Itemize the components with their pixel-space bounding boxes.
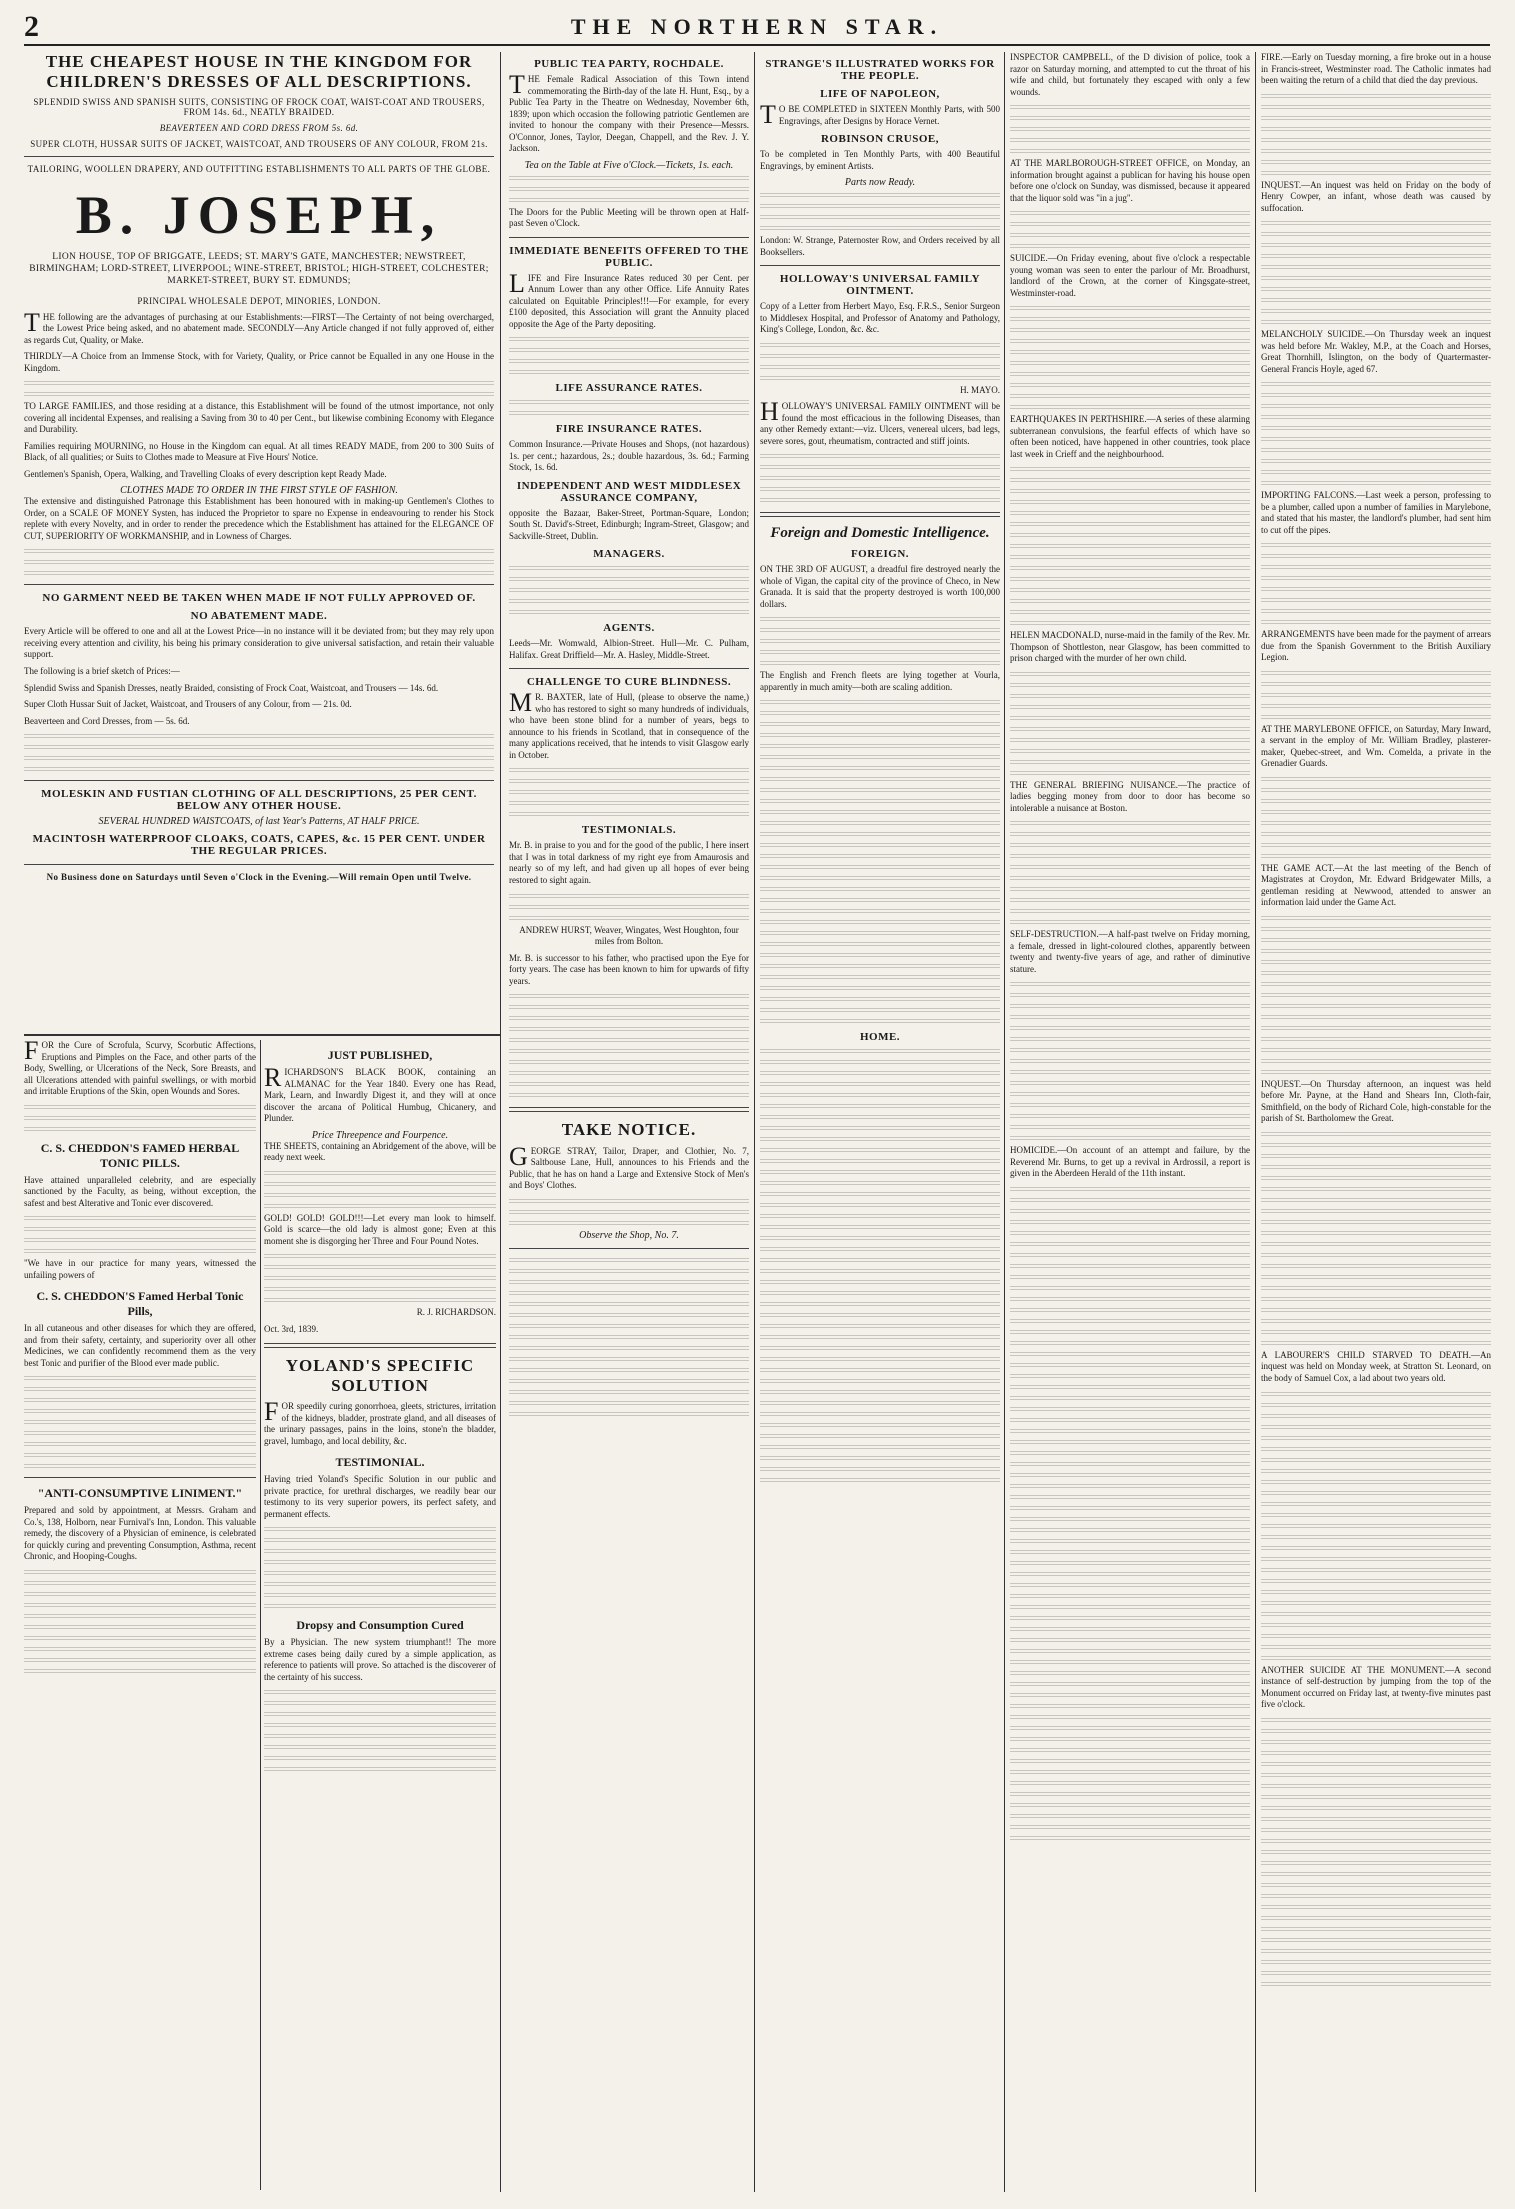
article-paragraph: HOLLOWAY'S UNIVERSAL FAMILY OINTMENT will be found the most efficacious in the following Diseases, than any other Remedy extant:—viz. Ulcers, venereal ulcers, bad legs, severe sores, gout, rheumatism, contracted and stiff joints. xyxy=(760,397,1000,446)
company-heading: INDEPENDENT AND WEST MIDDLESEX ASSURANCE COMPANY, xyxy=(516,479,742,504)
assurance-heading: IMMEDIATE BENEFITS OFFERED TO THE PUBLIC. xyxy=(509,244,749,269)
life-rates-heading: LIFE ASSURANCE RATES. xyxy=(555,382,703,395)
ad-paragraph: By a Physician. The new system triumphant!! The more extreme cases being daily cured by a simple application, as reference to patients will prove. So attached is the discoverer of the certainty of his success. xyxy=(264,1637,496,1682)
news-paragraph: EARTHQUAKES IN PERTHSHIRE.—A series of these alarming subterranean convulsions, the fearful effects of which have so often been noticed, have happened in other countries, took place last week in Crieff and the neighbourhood. xyxy=(1010,414,1250,459)
masthead xyxy=(24,10,1490,46)
news-paragraph: INQUEST.—On Thursday afternoon, an inquest was held before Mr. Payne, at the Hand and Shears Inn, Cloth-fair, Smithfield, on the body of Richard Cole, high-constable for the parish of St. Bartholomew the Great. xyxy=(1261,1078,1491,1124)
article-paragraph: TO BE COMPLETED in SIXTEEN Monthly Parts, with 500 Engravings, after Designs by Horace Vernet. xyxy=(760,100,1000,129)
crusoe-heading: ROBINSON CRUSOE, xyxy=(820,133,940,146)
news-paragraph: MELANCHOLY SUICIDE.—On Thursday week an inquest was held before Mr. Wakley, M.P., at the Coach and Horses, Great Thornhill, Islington, on the body of Quartermaster-General Francis Hoyle, aged 67. xyxy=(1261,329,1491,374)
page-number: 2 xyxy=(24,10,39,43)
ad-paragraph: Having tried Yoland's Specific Solution in our public and private practice, for urethral discharges, we readily bear our testimony to its very superior powers, its perfect safety, and permanent effects. xyxy=(264,1474,496,1519)
price-line: Super Cloth Hussar Suit of Jacket, Waistcoat, and Trousers of any Colour, from — 21s. 0d. xyxy=(24,699,352,710)
ad-paragraph: Every Article will be offered to one and all at the Lowest Price—in no instance will it be deviated from; but they may rely upon receiving every attention and civility, his being his primary consideration to give universal satisfaction, and retain their valuable support. xyxy=(24,626,494,660)
foreign-heading: FOREIGN. xyxy=(850,548,910,561)
article-paragraph: opposite the Bazaar, Baker-Street, Portman-Square, London; South St. David's-Street, Edinburgh; Ingram-Street, Glasgow; and Sackville-Street, Dublin. xyxy=(509,507,749,541)
ad-paragraph: Prepared and sold by appointment, at Messrs. Graham and Co.'s, 138, Holborn, near Furnival's Inn, London. This valuable remedy, the discovery of a Physician of eminence, is celebrated for quickly curing and preventing Consumption, Asthma, recent Chronic, and Hooping-Coughs. xyxy=(24,1505,256,1562)
cheddon-heading: C. S. CHEDDON'S FAMED HERBAL TONIC PILLS. xyxy=(40,1140,240,1170)
article-paragraph: The Doors for the Public Meeting will be thrown open at Half-past Seven o'Clock. xyxy=(509,206,749,229)
news-paragraph: SELF-DESTRUCTION.—A half-past twelve on Friday morning, a female, dressed in light-coloured clothes, apparently between twenty and twenty-five years of age, and rather of diminutive stature. xyxy=(1010,929,1250,974)
parts-ready: Parts now Ready. xyxy=(844,177,916,189)
horizontal-rule xyxy=(24,1034,500,1036)
testimonial-heading: TESTIMONIAL. xyxy=(335,1455,425,1470)
ad-subheading: SUPER CLOTH, HUSSAR SUITS OF JACKET, WAISTCOAT, AND TROUSERS OF ANY COLOUR, FROM 21s. xyxy=(30,139,488,150)
article-paragraph: ON THE 3RD OF AUGUST, a dreadful fire destroyed nearly the whole of Vigan, the capital city of the province of Checo, in New Granada. It is said that the property destroyed is worth 100,000 dollars. xyxy=(760,564,1000,609)
ad-paragraph: Have attained unparalleled celebrity, and are especially sanctioned by the Faculty, as being, without exception, the safest and best Alterative and Tonic ever discovered. xyxy=(24,1174,256,1208)
news-paragraph: HELEN MACDONALD, nurse-maid in the family of the Rev. Mr. Thompson of Shottleston, near Glasgow, has been committed to prison charged with the murder of her own child. xyxy=(1010,630,1250,664)
news-paragraph: THE GENERAL BRIEFING NUISANCE.—The practice of ladies begging money from door to door has become so intolerable a nuisance at Boston. xyxy=(1010,779,1250,813)
news-paragraph: IMPORTING FALCONS.—Last week a person, professing to be a plumber, called upon a number of families in Marylebone, and stated that his master, the landlord's plumber, had sent him to cut off the pipes. xyxy=(1261,490,1491,535)
article-paragraph: To be completed in Ten Monthly Parts, with 400 Beautiful Engravings, by eminent Artists. xyxy=(760,149,1000,171)
tea-party-and-assurance-column xyxy=(509,52,749,1421)
news-paragraph: INQUEST.—An inquest was held on Friday on the body of Henry Cowper, an infant, whose death was caused by suffocation. xyxy=(1261,179,1491,213)
article-paragraph: Common Insurance.—Private Houses and Shops, (not hazardous) 1s. per cent.; hazardous, 2s.; double hazardous, 3s. 6d.; Farming Stock, 1s. 6d. xyxy=(509,439,749,473)
article-paragraph: Mr. B. in praise to you and for the good of the public, I here insert that I was in total darkness of my right eye from Amaurosis and nearly so of my left, and had given up all hopes of ever being restored to sight again. xyxy=(509,840,749,885)
price-line: Splendid Swiss and Spanish Dresses, neatly Braided, consisting of Frock Coat, Waistcoat, and Trousers — 14s. 6d. xyxy=(24,682,439,693)
ad-paragraph: TO LARGE FAMILIES, and those residing at a distance, this Establishment will be found of the utmost importance, not only covering all incidental Expenses, and realising a Saving from 30 to 40 per Cent., but likewise combining Economy with Elegance and Durability. xyxy=(24,401,494,435)
ad-subheading: BEAVERTEEN AND CORD DRESS FROM 5s. 6d. xyxy=(159,123,359,134)
strange-works-and-foreign-news-column xyxy=(760,52,1000,1487)
yoland-heading: YOLAND'S SPECIFIC SOLUTION xyxy=(285,1356,475,1395)
newspaper-title: THE NORTHERN STAR. xyxy=(570,14,944,39)
ad-headline: THE CHEAPEST HOUSE IN THE KINGDOM FOR CHILDREN'S DRESSES OF ALL DESCRIPTIONS. xyxy=(45,52,473,91)
column-rule xyxy=(754,52,755,2192)
wholesale-depot: PRINCIPAL WHOLESALE DEPOT, MINORIES, LONDON. xyxy=(137,295,381,306)
signature: ANDREW HURST, Weaver, Wingates, West Houghton, four miles from Bolton. xyxy=(519,924,739,947)
prices-intro: The following is a brief sketch of Prices:— xyxy=(24,666,180,676)
article-paragraph: London: W. Strange, Paternoster Row, and Orders received by all Booksellers. xyxy=(760,235,1000,257)
black-book-and-yoland-advertisements xyxy=(264,1040,496,1776)
article-paragraph: Leeds—Mr. Womwald, Albion-Street. Hull—Mr. C. Pulham, Halifax. Great Driffield—Mr. A. Hasley, Middle-Street. xyxy=(509,638,749,660)
just-published-heading: JUST PUBLISHED, xyxy=(327,1048,433,1062)
quote-line: "We have in our practice for many years, witnessed the unfailing powers of xyxy=(24,1258,256,1280)
ad-paragraph: RICHARDSON'S BLACK BOOK, containing an ALMANAC for the Year 1840. Every one has Read, Mark, Learn, and Inwardly Digest it, and they will at once discover the arcana of Political Humbug, Chicanery, and Plunder. xyxy=(264,1063,496,1124)
article-paragraph: GEORGE STRAY, Tailor, Draper, and Clothier, No. 7, Saltbouse Lane, Hull, announces to his Friends and the Public, that he has on hand a Large and Extensive Stock of Men's and Boys' Clothes. xyxy=(509,1141,749,1191)
home-heading: HOME. xyxy=(859,1031,901,1044)
news-paragraph: INSPECTOR CAMPBELL, of the D division of police, took a razor on Saturday morning, and attempted to cut the throat of his wife and child, but fortunately they escaped with only a few wounds. xyxy=(1010,52,1250,97)
testimonials-heading: TESTIMONIALS. xyxy=(581,824,677,837)
joseph-advertisement xyxy=(24,52,494,1032)
waistcoats-heading: SEVERAL HUNDRED WAISTCOATS, of last Year's Patterns, AT HALF PRICE. xyxy=(98,816,420,828)
article-paragraph: Mr. B. is successor to his father, who practised upon the Eye for forty years. The case has been known to him for upwards of fifty years. xyxy=(509,952,749,986)
news-paragraph: THE GAME ACT.—At the last meeting of the Bench of Magistrates at Croydon, Mr. Edward Bridgewater Mills, a gentleman residing at Newwood, attended to answer an information laid under the Game Act. xyxy=(1261,862,1491,908)
ad-notice-heading: NO GARMENT NEED BE TAKEN WHEN MADE IF NOT FULLY APPROVED OF. xyxy=(42,592,476,605)
merchant-name: B. JOSEPH, xyxy=(75,185,443,246)
tickets-line: Tea on the Table at Five o'Clock.—Tickets, 1s. each. xyxy=(524,159,734,171)
domestic-news-column xyxy=(1010,52,1250,1845)
news-paragraph: SUICIDE.—On Friday evening, about five o'clock a respectable young woman was seen to enter the parlour of Mr. Broadhurst, landlord of the Crown, at the corner of Kingsgate-street, Westminster-road. xyxy=(1010,253,1250,298)
news-paragraph: AT THE MARLBOROUGH-STREET OFFICE, on Monday, an information brought against a publican for having his house open before one o'clock on Sunday, was dismissed, because it appeared that the liquor sold was "in a jug". xyxy=(1010,158,1250,203)
holloway-heading: HOLLOWAY'S UNIVERSAL FAMILY OINTMENT. xyxy=(779,273,981,298)
news-paragraph: AT THE MARYLEBONE OFFICE, on Saturday, Mary Inward, a servant in the employ of Mr. William Bradley, plasterer-maker, Quebec-street, and Wm. Comelda, a private in the Grenadier Guards. xyxy=(1261,723,1491,769)
cheddon-pills-advertisement xyxy=(24,1036,256,1678)
ad-subheading: TAILORING, WOOLLEN DRAPERY, AND OUTFITTING ESTABLISHMENTS TO ALL PARTS OF THE GLOBE. xyxy=(27,164,491,175)
cheddon-heading: C. S. CHEDDON'S Famed Herbal Tonic Pills, xyxy=(36,1289,244,1319)
news-paragraph: FIRE.—Early on Tuesday morning, a fire broke out in a house in Francis-street, Westminster road. The Catholic inmates had been waiting the return of a child that died the day previous. xyxy=(1261,52,1491,86)
column-rule xyxy=(500,52,501,2192)
ad-paragraph: GOLD! GOLD! GOLD!!!—Let every man look to himself. Gold is scarce—the old lady is almost gone; Even at this moment she is disgorging her Three and Four Pound Notes. xyxy=(264,1212,496,1246)
news-paragraph: A LABOURER'S CHILD STARVED TO DEATH.—An inquest was held on Monday week, at Stratton St. Leonard, on the body of Samuel Cox, a lad about two years old. xyxy=(1261,1349,1491,1383)
price-line: Beaverteen and Cord Dresses, from — 5s. 6d. xyxy=(24,715,190,726)
article-paragraph: The English and French fleets are lying together at Vourla, apparently in much amity—both are scaling addition. xyxy=(760,670,1000,692)
agents-heading: AGENTS. xyxy=(603,622,655,635)
article-paragraph: LIFE and Fire Insurance Rates reduced 30 per Cent. per Annum Lower than any other Office. Life Annuity Rates calculated on Equitable Principles!!!—For example, for every £100 deposited, this Association will grant the Annuity placed opposite the Age of the Party depositing. xyxy=(509,268,749,329)
take-notice-heading: TAKE NOTICE. xyxy=(561,1120,697,1140)
napoleon-heading: LIFE OF NAPOLEON, xyxy=(820,88,940,100)
merchant-addresses: LION HOUSE, TOP OF BRIGGATE, LEEDS; ST. MARY'S GATE, MANCHESTER; NEWSTREET, BIRMINGHAM; LORD-STREET, LIVERPOOL; WINE-STREET, BRISTOL; HIGH-STREET, COLCHESTER; MARKET-STREET, BURY ST. EDMUNDS; xyxy=(29,252,489,286)
column-rule xyxy=(1255,52,1256,2192)
ad-paragraph: FOR the Cure of Scrofula, Scurvy, Scorbutic Affections, Eruptions and Pimples on the Face, and other parts of the Body, Swelling, or Ulcerations of the Neck, Sore Breasts, and all Ulcerations attended with painful swellings, or with morbid and irritable Eruptions of the Skin, open Wounds and Sores. xyxy=(24,1036,256,1097)
ad-paragraph: Families requiring MOURNING, no House in the Kingdom can equal. At all times READY MADE, from 200 to 300 Suits of Black, of all qualities; or Suits to Clothes made to Measure at Five Hours' Notice. xyxy=(24,440,494,463)
managers-heading: MANAGERS. xyxy=(593,548,665,561)
ad-paragraph: THE following are the advantages of purchasing at our Establishments:—FIRST—The Certainty of not being overcharged, the Lowest Price being asked, and no abatement made. SECONDLY—Any Article changed if not fully approved of, either as regards Cut, Quality, or Make. xyxy=(24,307,494,345)
date-line: Oct. 3rd, 1839. xyxy=(264,1323,319,1334)
signature: R. J. RICHARDSON. xyxy=(416,1307,496,1318)
news-paragraph: ARRANGEMENTS have been made for the payment of arrears due from the Spanish Government to the British Auxiliary Legion. xyxy=(1261,629,1491,663)
news-paragraph: ANOTHER SUICIDE AT THE MONUMENT.—A second instance of self-destruction by jumping from the top of the Monument occurred on Friday last, at twenty-five minutes past five o'clock. xyxy=(1261,1664,1491,1710)
ad-subheading: CLOTHES MADE TO ORDER IN THE FIRST STYLE OF FASHION. xyxy=(120,485,398,497)
news-paragraph: HOMICIDE.—On account of an attempt and failure, by the Reverend Mr. Burns, to get up a revival in Ardrossil, a report is given in the Aberdeen Herald of the 11th instant. xyxy=(1010,1145,1250,1179)
ad-paragraph: In all cutaneous and other diseases for which they are offered, and from their safety, certainty, and superiority over all other Medicines, we can confidently recommend them as the very best Tonic and purifier of the Blood ever made public. xyxy=(24,1323,256,1368)
fire-rates-heading: FIRE INSURANCE RATES. xyxy=(555,423,703,436)
ad-subheading: SPLENDID SWISS AND SPANISH SUITS, CONSISTING OF FROCK COAT, WAIST-COAT AND TROUSERS, FROM 14s. 6d., NEATLY BRAIDED. xyxy=(33,97,485,118)
moleskin-heading: MOLESKIN AND FUSTIAN CLOTHING OF ALL DESCRIPTIONS, 25 PER CENT. BELOW ANY OTHER HOUSE. xyxy=(41,788,477,813)
saturday-notice: No Business done on Saturdays until Seven o'Clock in the Evening.—Will remain Open until Twelve. xyxy=(46,872,472,883)
miscellaneous-news-column xyxy=(1261,52,1491,1991)
column-rule xyxy=(1004,52,1005,2192)
shop-notice: Observe the Shop, No. 7. xyxy=(579,1229,679,1241)
column-rule xyxy=(260,1040,261,2190)
ad-paragraph: Gentlemen's Spanish, Opera, Walking, and Travelling Cloaks of every description kept Ready Made. xyxy=(24,468,387,479)
ad-paragraph: FOR speedily curing gonorrhoea, gleets, strictures, irritation of the kidneys, bladder, prostrate gland, and all diseases of the urinary passages, pains in the loins, stone'n the bladder, gravel, lumbago, and local debility, &c. xyxy=(264,1397,496,1446)
ad-paragraph: THE SHEETS, containing an Abridgement of the above, will be ready next week. xyxy=(264,1140,496,1163)
article-paragraph: Copy of a Letter from Herbert Mayo, Esq. F.R.S., Senior Surgeon to Middlesex Hospital, and Professor of Anatomy and Pathology, King's College, London, &c. &c. xyxy=(760,301,1000,335)
signature: H. MAYO. xyxy=(960,384,1000,395)
tea-party-heading: PUBLIC TEA PARTY, ROCHDALE. xyxy=(534,58,724,70)
dropsy-heading: Dropsy and Consumption Cured xyxy=(296,1618,464,1633)
blindness-heading: CHALLENGE TO CURE BLINDNESS. xyxy=(526,676,732,689)
liniment-heading: "ANTI-CONSUMPTIVE LINIMENT." xyxy=(37,1486,243,1501)
ad-paragraph: THIRDLY—A Choice from an Immense Stock, with for Variety, Quality, or Price cannot be Equalled in any one House in the Kingdom. xyxy=(24,351,494,373)
no-abatement-heading: NO ABATEMENT MADE. xyxy=(190,610,328,623)
intelligence-section-heading: Foreign and Domestic Intelligence. xyxy=(770,525,990,542)
price-line: Price Threepence and Fourpence. xyxy=(311,1129,449,1141)
macintosh-heading: MACINTOSH WATERPROOF CLOAKS, COATS, CAPES, &c. 15 PER CENT. UNDER THE REGULAR PRICES. xyxy=(32,833,486,858)
article-paragraph: MR. BAXTER, late of Hull, (please to observe the name,) who has restored to sight so many hundreds of individuals, who have been stone blind for a number of years, begs to announce to his friends in Scotland, that in consequence of the many applications received, that he intends to visit Glasgow early in October. xyxy=(509,688,749,760)
article-paragraph: THE Female Radical Association of this Town intend commemorating the Birth-day of the late H. Hunt, Esq., by a Public Tea Party in the Theatre on Wednesday, November 6th, 1839; upon which occasion the following patriotic Gentlemen are invited to honour the company with their Presence—Messrs. O'Connor, Jones, Taylor, Deegan, Chappell, and the Rev. J. Y. Jackson. xyxy=(509,70,749,154)
strange-heading: STRANGE'S ILLUSTRATED WORKS FOR THE PEOPLE. xyxy=(765,58,995,82)
ad-paragraph: The extensive and distinguished Patronage this Establishment has been honoured with in making-up Gentlemen's Clothes to Order, on a SCALE OF MONEY Systen, has induced the Proprietor to spare no Expense in endeavouring to render his Stock replete with every Novelty, and in order to render the precedence which the Establishment has attained for the ELEGANCE OF CUT, SUPERIORITY OF WORKMANSHIP, and in Lowness of Charges. xyxy=(24,496,494,541)
